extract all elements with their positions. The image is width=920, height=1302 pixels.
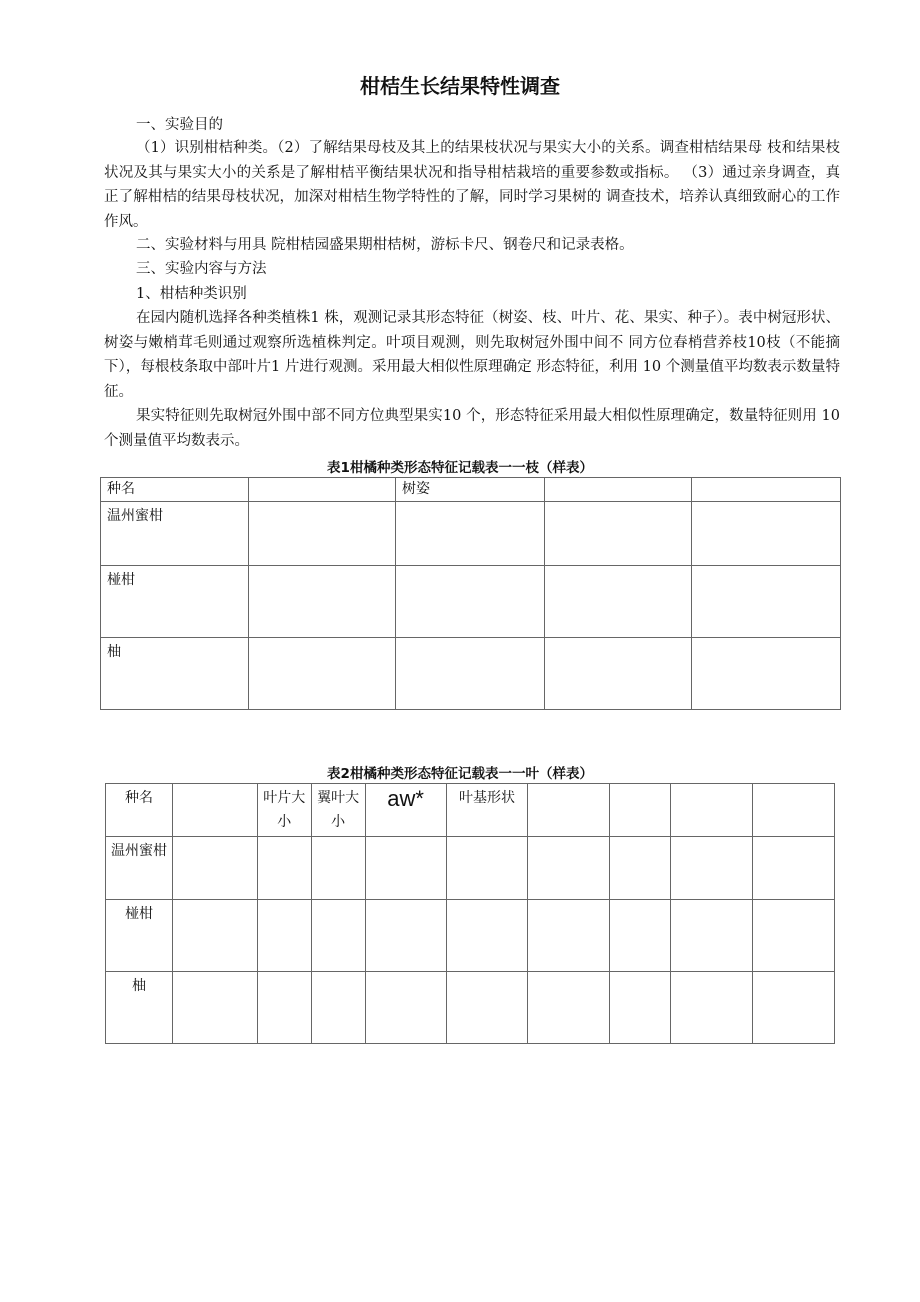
data-cell[interactable]	[692, 502, 841, 566]
data-cell[interactable]	[545, 566, 692, 638]
data-cell[interactable]	[671, 900, 753, 972]
data-cell[interactable]	[610, 900, 671, 972]
species-cell: 温州蜜柑	[101, 502, 249, 566]
header-cell	[545, 478, 692, 502]
table-row	[101, 502, 841, 566]
header-cell: 种名	[106, 784, 173, 837]
data-cell[interactable]	[365, 900, 446, 972]
data-cell[interactable]	[528, 900, 610, 972]
paragraph-method: 在园内随机选择各种类植株1 株，观测记录其形态特征（树姿、枝、叶片、花、果实、种子）。表中树冠形状、树姿与嫩梢茸毛则通过观察所选植株判定。叶项目观测，则先取树冠外围中间不 同方位春梢营养枝10枝（不能摘下），每根枝条取中部叶片1 片进行观测。采用最大相似性原理确定 形态特征，利用 10 个测量值平均数表示数量特征。	[104, 310, 840, 400]
data-cell[interactable]	[671, 837, 753, 900]
table-row	[101, 638, 841, 710]
data-cell[interactable]	[396, 566, 545, 638]
data-cell[interactable]	[692, 566, 841, 638]
data-cell[interactable]	[172, 837, 257, 900]
table-branch	[100, 477, 841, 710]
data-cell[interactable]	[545, 502, 692, 566]
data-cell[interactable]	[396, 502, 545, 566]
data-cell[interactable]	[753, 837, 835, 900]
data-cell[interactable]	[528, 972, 610, 1044]
header-cell	[753, 784, 835, 837]
section-heading-purpose: 一、实验目的	[136, 117, 223, 133]
header-cell: 叶基形状	[446, 784, 528, 837]
data-cell[interactable]	[692, 638, 841, 710]
data-cell[interactable]	[446, 900, 528, 972]
subsection-heading: 1、柑桔种类识别	[136, 286, 247, 302]
data-cell[interactable]	[365, 972, 446, 1044]
section-heading-materials: 二、实验材料与用具 院柑桔园盛果期柑桔树，游标卡尺、钢卷尺和记录表格。	[136, 237, 634, 253]
section-heading-methods: 三、实验内容与方法	[136, 261, 267, 277]
table1-caption: 表1柑橘种类形态特征记载表一一枝（样表）	[327, 460, 593, 476]
data-cell[interactable]	[446, 837, 528, 900]
table-header-row	[106, 784, 835, 837]
species-cell: 柚	[101, 638, 249, 710]
data-cell[interactable]	[311, 837, 365, 900]
header-cell	[671, 784, 753, 837]
header-cell: 种名	[101, 478, 249, 502]
species-cell: 柚	[106, 972, 173, 1044]
species-cell: 温州蜜柑	[106, 837, 173, 900]
data-cell[interactable]	[545, 638, 692, 710]
data-cell[interactable]	[753, 900, 835, 972]
data-cell[interactable]	[172, 900, 257, 972]
header-cell: aw*	[365, 784, 446, 837]
header-cell	[692, 478, 841, 502]
table-header-row	[101, 478, 841, 502]
species-cell: 椪柑	[106, 900, 173, 972]
species-cell: 椪柑	[101, 566, 249, 638]
header-cell: 叶片大小	[257, 784, 311, 837]
data-cell[interactable]	[257, 837, 311, 900]
data-cell[interactable]	[172, 972, 257, 1044]
data-cell[interactable]	[249, 566, 396, 638]
data-cell[interactable]	[257, 900, 311, 972]
page-title: 柑桔生长结果特性调查	[360, 74, 560, 98]
data-cell[interactable]	[610, 837, 671, 900]
data-cell[interactable]	[257, 972, 311, 1044]
data-cell[interactable]	[365, 837, 446, 900]
header-cell	[610, 784, 671, 837]
data-cell[interactable]	[671, 972, 753, 1044]
table-row	[106, 972, 835, 1044]
header-cell	[528, 784, 610, 837]
table-row	[106, 900, 835, 972]
data-cell[interactable]	[528, 837, 610, 900]
header-cell	[172, 784, 257, 837]
table2-caption: 表2柑橘种类形态特征记载表一一叶（样表）	[327, 766, 593, 782]
data-cell[interactable]	[753, 972, 835, 1044]
data-cell[interactable]	[311, 972, 365, 1044]
paragraph-purpose: （1）识别柑桔种类。（2）了解结果母枝及其上的结果枝状况与果实大小的关系。调查柑桔结果母 枝和结果枝状况及其与果实大小的关系是了解柑桔平衡结果状况和指导柑桔栽培的重要参数或指标。 （3）通过亲身调查，真正了解柑桔的结果母枝状况，加深对柑桔生物学特性的了解，同时学习果树的 调查技术，培养认真细致耐心的工作作风。	[104, 140, 840, 230]
table-row	[101, 566, 841, 638]
table-leaf	[105, 783, 835, 1044]
header-cell	[249, 478, 396, 502]
paragraph-fruit: 果实特征则先取树冠外围中部不同方位典型果实10 个，形态特征采用最大相似性原理确定，数量特征则用 10 个测量值平均数表示。	[104, 408, 840, 449]
data-cell[interactable]	[249, 502, 396, 566]
header-cell: 树姿	[396, 478, 545, 502]
data-cell[interactable]	[249, 638, 396, 710]
header-cell: 翼叶大小	[311, 784, 365, 837]
table-row	[106, 837, 835, 900]
data-cell[interactable]	[446, 972, 528, 1044]
data-cell[interactable]	[311, 900, 365, 972]
data-cell[interactable]	[396, 638, 545, 710]
data-cell[interactable]	[610, 972, 671, 1044]
